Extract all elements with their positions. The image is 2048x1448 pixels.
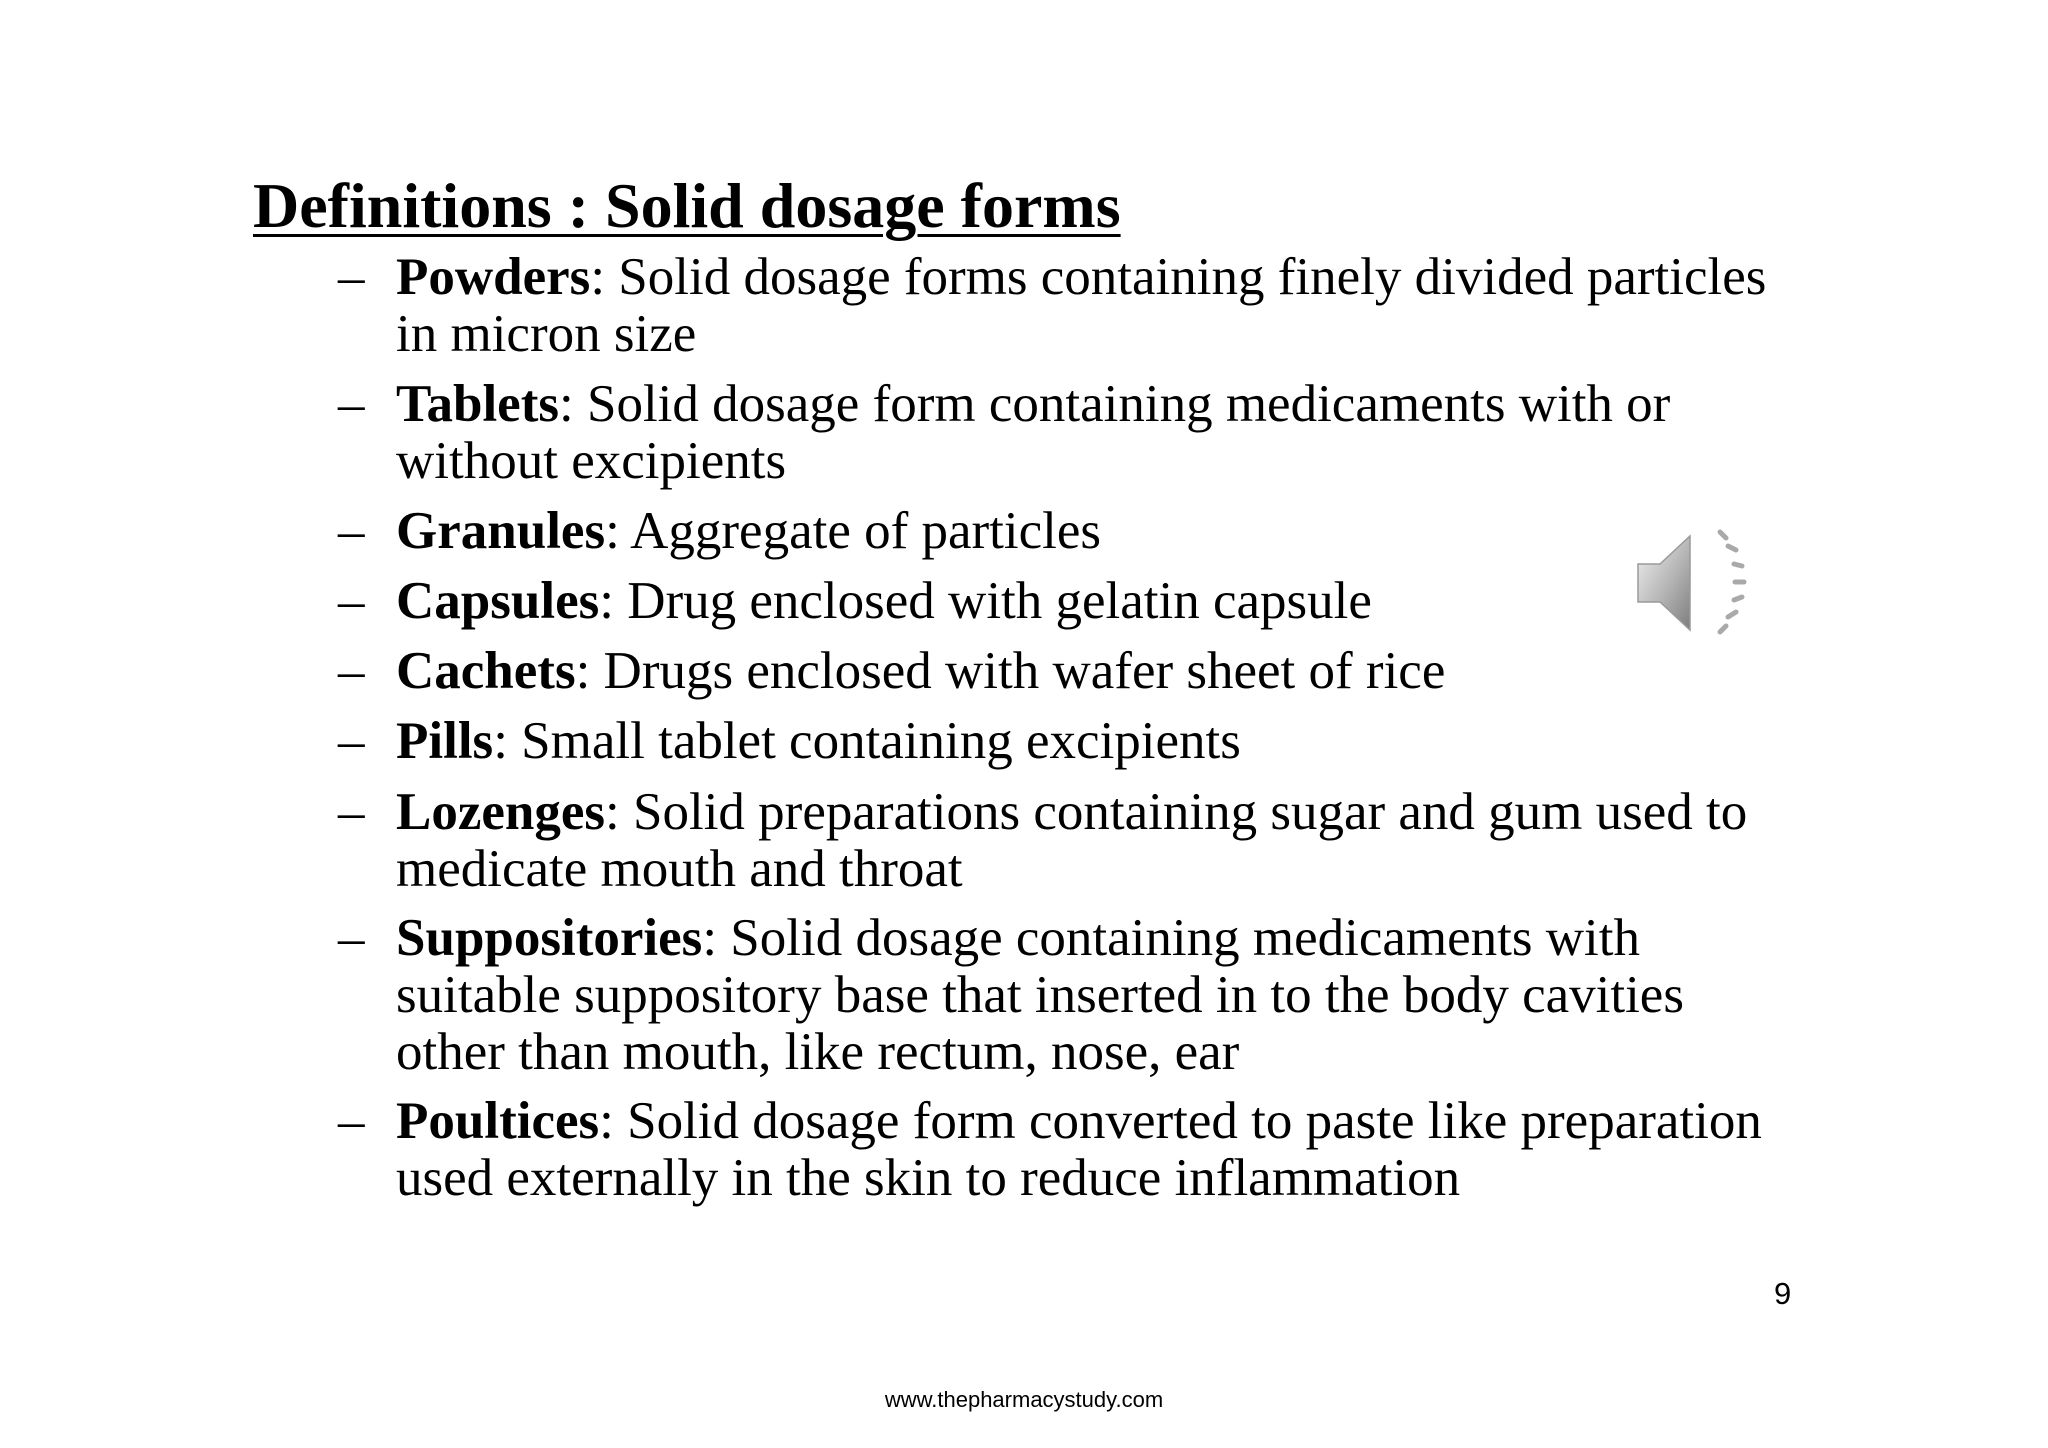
definition-text: : Small tablet containing excipients xyxy=(493,712,1241,770)
dash-bullet: – xyxy=(338,783,365,841)
dash-bullet: – xyxy=(338,712,365,770)
slide-title: Definitions : Solid dosage forms xyxy=(253,170,1121,241)
definition-term: Powders xyxy=(396,248,591,306)
dash-bullet: – xyxy=(338,502,365,560)
definition-text: : Solid dosage forms containing finely divided particles in micron size xyxy=(396,248,1767,363)
dash-bullet: – xyxy=(338,375,365,433)
definition-term: Granules xyxy=(396,502,606,560)
definition-term: Tablets xyxy=(396,375,559,433)
definition-term: Poultices xyxy=(396,1092,600,1150)
dash-bullet: – xyxy=(338,909,365,967)
definition-term: Capsules xyxy=(396,572,600,630)
footer-url: www.thepharmacystudy.com xyxy=(884,1387,1164,1412)
definition-text: : Aggregate of particles xyxy=(605,502,1102,560)
speaker-icon[interactable] xyxy=(1634,526,1756,638)
definition-item-powders xyxy=(338,249,1788,363)
dash-bullet: – xyxy=(338,248,365,306)
dash-bullet: – xyxy=(338,572,365,630)
definition-text: : Solid preparations containing sugar and gum used to medicate mouth and throat xyxy=(396,783,1748,898)
definition-term: Lozenges xyxy=(396,783,606,841)
definition-term: Pills xyxy=(396,712,494,770)
definition-item-lozenges xyxy=(338,784,1788,898)
definition-text: : Solid dosage form converted to paste like preparation used externally in the skin to reduce inflammation xyxy=(396,1092,1762,1207)
definition-item-granules xyxy=(338,503,1788,560)
definition-item-suppositories xyxy=(338,910,1788,1081)
definition-text: : Drug enclosed with gelatin capsule xyxy=(599,572,1372,630)
page-number: 9 xyxy=(1774,1276,1792,1311)
definition-item-cachets xyxy=(338,643,1788,700)
definition-item-capsules xyxy=(338,573,1788,630)
definition-term: Cachets xyxy=(396,642,576,700)
definition-item-poultices xyxy=(338,1093,1788,1207)
definition-item-tablets xyxy=(338,376,1788,490)
definition-text: : Solid dosage form containing medicaments with or without excipients xyxy=(396,375,1671,490)
dash-bullet: – xyxy=(338,642,365,700)
definition-text: : Solid dosage containing medicaments with suitable suppository base that inserted in to the body cavities other than mouth, like rectum, nose, ear xyxy=(396,909,1684,1081)
dash-bullet: – xyxy=(338,1092,365,1150)
definition-term: Suppositories xyxy=(396,909,703,967)
definition-text: : Drugs enclosed with wafer sheet of rice xyxy=(575,642,1446,700)
definition-item-pills xyxy=(338,713,1788,770)
